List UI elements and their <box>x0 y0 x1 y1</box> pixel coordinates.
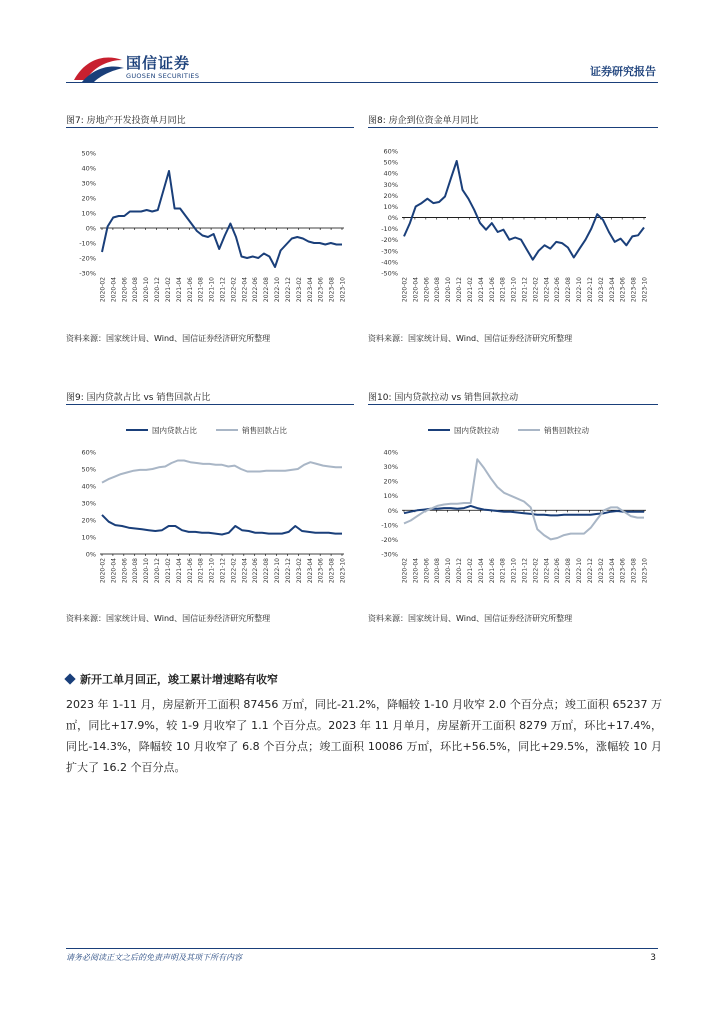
series-line-0 <box>102 515 342 535</box>
header-divider <box>66 82 658 83</box>
series-line-0 <box>404 161 644 260</box>
x-tick-label: 2023-08 <box>630 277 638 303</box>
x-tick-label: 2022-08 <box>565 558 573 584</box>
x-tick-label: 2020-04 <box>110 277 118 303</box>
x-tick-label: 2022-08 <box>263 277 271 303</box>
x-tick-label: 2020-06 <box>121 277 129 303</box>
section-paragraph: 2023 年 1-11 月，房屋新开工面积 87456 万㎡，同比-21.2%，降幅较 1-10 月收窄 2.0 个百分点；竣工面积 65237 万㎡，同比+17.9%，较 1-9 月收窄了 1.1 个百分点。2023 年 11 月单月，房屋新开工面积 8279 万㎡，环比+17.4%，同比-14.3%，降幅较 10 月收窄了 6.8 个百分点；竣工面积 10086 万㎡，环比+56.5%，同比+29.5%，涨幅较 10 月扩大了 16.2 个百分点。 <box>66 698 662 774</box>
y-tick-label: -10% <box>381 225 398 234</box>
figure-9-title: 图9: 国内贷款占比 vs 销售回款占比 <box>66 393 211 403</box>
x-tick-label: 2020-08 <box>434 277 442 303</box>
legend-label-1: 销售回款占比 <box>242 426 287 435</box>
figure-8-rule <box>368 127 658 128</box>
y-tick-label: -20% <box>381 535 398 544</box>
x-tick-label: 2022-04 <box>543 277 551 303</box>
x-tick-label: 2021-10 <box>208 277 216 303</box>
report-type-label: 证券研究报告 <box>590 65 656 78</box>
figure-7-source: 资料来源：国家统计局、Wind、国信证券经济研究所整理 <box>66 334 271 343</box>
x-tick-label: 2020-12 <box>154 558 162 584</box>
x-tick-label: 2023-04 <box>306 558 314 584</box>
figure-8-chart <box>368 145 658 320</box>
footer-divider <box>66 948 658 949</box>
x-tick-label: 2020-02 <box>401 558 409 584</box>
y-tick-label: 20% <box>383 477 398 486</box>
y-tick-label: 10% <box>383 492 398 501</box>
y-tick-label: 20% <box>383 191 398 200</box>
x-tick-label: 2023-02 <box>295 277 303 303</box>
x-tick-label: 2022-04 <box>241 558 249 584</box>
y-tick-label: 40% <box>383 448 398 457</box>
figure-7-rule <box>66 127 354 128</box>
x-tick-label: 2023-06 <box>317 558 325 584</box>
x-tick-label: 2022-08 <box>565 277 573 303</box>
series-line-1 <box>404 459 644 539</box>
x-tick-label: 2022-02 <box>532 277 540 303</box>
series-line-1 <box>102 461 342 483</box>
figure-10-chart <box>368 418 658 600</box>
x-tick-label: 2021-04 <box>477 277 485 303</box>
x-tick-label: 2021-12 <box>521 277 529 303</box>
x-tick-label: 2020-12 <box>456 558 464 584</box>
x-tick-label: 2022-06 <box>554 558 562 584</box>
x-tick-label: 2022-10 <box>576 558 584 584</box>
x-tick-label: 2022-04 <box>241 277 249 303</box>
x-tick-label: 2023-10 <box>339 558 347 584</box>
figure-7-title: 图7: 房地产开发投资单月同比 <box>66 116 186 126</box>
y-tick-label: 10% <box>383 202 398 211</box>
x-tick-label: 2021-12 <box>521 558 529 584</box>
y-tick-label: 0% <box>85 550 96 559</box>
x-tick-label: 2020-08 <box>132 277 140 303</box>
y-tick-label: -30% <box>381 550 398 559</box>
y-tick-label: 60% <box>81 448 96 457</box>
x-tick-label: 2021-08 <box>499 277 507 303</box>
x-tick-label: 2022-06 <box>252 558 260 584</box>
x-tick-label: 2022-12 <box>586 558 594 584</box>
x-tick-label: 2021-08 <box>499 558 507 584</box>
y-tick-label: -30% <box>381 247 398 256</box>
figure-9-chart <box>66 418 356 600</box>
footer-disclaimer: 请务必阅读正文之后的免责声明及其项下所有内容 <box>66 953 242 962</box>
y-tick-label: 10% <box>81 209 96 218</box>
x-tick-label: 2020-08 <box>132 558 140 584</box>
x-tick-label: 2022-06 <box>554 277 562 303</box>
x-tick-label: 2021-06 <box>488 558 496 584</box>
y-tick-label: 40% <box>81 482 96 491</box>
section-heading <box>66 671 278 687</box>
x-tick-label: 2022-02 <box>230 558 238 584</box>
figure-8-source: 资料来源：国家统计局、Wind、国信证券经济研究所整理 <box>368 334 573 343</box>
y-tick-label: 30% <box>383 463 398 472</box>
x-tick-label: 2020-04 <box>412 558 420 584</box>
logo-english-name: GUOSEN SECURITIES <box>126 72 200 80</box>
x-tick-label: 2020-10 <box>143 277 151 303</box>
x-tick-label: 2022-02 <box>532 558 540 584</box>
x-tick-label: 2021-02 <box>164 558 172 584</box>
x-tick-label: 2021-08 <box>197 277 205 303</box>
x-tick-label: 2020-12 <box>154 277 162 303</box>
x-tick-label: 2021-10 <box>208 558 216 584</box>
y-tick-label: 10% <box>81 533 96 542</box>
figure-7-chart <box>66 145 356 320</box>
legend-label-0: 国内贷款占比 <box>152 426 197 435</box>
y-tick-label: 0% <box>387 506 398 515</box>
x-tick-label: 2020-04 <box>412 277 420 303</box>
x-tick-label: 2021-10 <box>510 277 518 303</box>
x-tick-label: 2021-04 <box>175 277 183 303</box>
x-tick-label: 2022-10 <box>576 277 584 303</box>
x-tick-label: 2023-06 <box>619 558 627 584</box>
x-tick-label: 2020-08 <box>434 558 442 584</box>
x-tick-label: 2020-02 <box>99 558 107 584</box>
legend-label-1: 销售回款拉动 <box>544 426 589 435</box>
x-tick-label: 2023-06 <box>619 277 627 303</box>
page-number: 3 <box>650 953 656 963</box>
y-tick-label: -50% <box>381 269 398 278</box>
y-tick-label: 20% <box>81 516 96 525</box>
x-tick-label: 2020-06 <box>423 277 431 303</box>
x-tick-label: 2023-10 <box>641 277 649 303</box>
figure-10-title: 图10: 国内贷款拉动 vs 销售回款拉动 <box>368 393 519 403</box>
y-tick-label: -20% <box>79 254 96 263</box>
y-tick-label: 50% <box>81 465 96 474</box>
y-tick-label: -30% <box>79 269 96 278</box>
legend-label-0: 国内贷款拉动 <box>454 426 499 435</box>
section-heading-text: 新开工单月回正，竣工累计增速略有收窄 <box>80 673 278 686</box>
figure-8-title: 图8: 房企到位资金单月同比 <box>368 116 479 126</box>
x-tick-label: 2021-08 <box>197 558 205 584</box>
y-tick-label: -10% <box>79 239 96 248</box>
x-tick-label: 2023-04 <box>608 277 616 303</box>
x-tick-label: 2021-06 <box>186 277 194 303</box>
x-tick-label: 2023-08 <box>328 558 336 584</box>
x-tick-label: 2022-12 <box>284 277 292 303</box>
figure-9-source: 资料来源：国家统计局、Wind、国信证券经济研究所整理 <box>66 614 271 623</box>
y-tick-label: 20% <box>81 194 96 203</box>
x-tick-label: 2021-10 <box>510 558 518 584</box>
x-tick-label: 2022-10 <box>274 277 282 303</box>
x-tick-label: 2021-02 <box>466 277 474 303</box>
y-tick-label: 30% <box>81 179 96 188</box>
x-tick-label: 2023-10 <box>339 277 347 303</box>
y-tick-label: -20% <box>381 236 398 245</box>
x-tick-label: 2021-02 <box>164 277 172 303</box>
x-tick-label: 2023-04 <box>306 277 314 303</box>
x-tick-label: 2022-12 <box>284 558 292 584</box>
x-tick-label: 2021-02 <box>466 558 474 584</box>
x-tick-label: 2022-10 <box>274 558 282 584</box>
x-tick-label: 2023-08 <box>630 558 638 584</box>
y-tick-label: 0% <box>85 224 96 233</box>
x-tick-label: 2020-10 <box>143 558 151 584</box>
x-tick-label: 2020-06 <box>121 558 129 584</box>
x-tick-label: 2021-04 <box>477 558 485 584</box>
x-tick-label: 2021-04 <box>175 558 183 584</box>
x-tick-label: 2022-06 <box>252 277 260 303</box>
logo-chinese-name: 国信证券 <box>126 54 191 72</box>
x-tick-label: 2023-10 <box>641 558 649 584</box>
y-tick-label: 50% <box>383 158 398 167</box>
x-tick-label: 2022-12 <box>586 277 594 303</box>
y-tick-label: 30% <box>383 180 398 189</box>
x-tick-label: 2020-02 <box>401 277 409 303</box>
x-tick-label: 2020-02 <box>99 277 107 303</box>
x-tick-label: 2020-10 <box>445 558 453 584</box>
figure-10-rule <box>368 404 658 405</box>
x-tick-label: 2020-06 <box>423 558 431 584</box>
x-tick-label: 2023-02 <box>597 277 605 303</box>
x-tick-label: 2020-10 <box>445 277 453 303</box>
x-tick-label: 2021-06 <box>186 558 194 584</box>
y-tick-label: 40% <box>81 164 96 173</box>
x-tick-label: 2023-06 <box>317 277 325 303</box>
x-tick-label: 2021-12 <box>219 558 227 584</box>
x-tick-label: 2021-06 <box>488 277 496 303</box>
diamond-bullet-icon <box>64 673 75 684</box>
x-tick-label: 2020-04 <box>110 558 118 584</box>
x-tick-label: 2023-08 <box>328 277 336 303</box>
figure-9-rule <box>66 404 354 405</box>
series-line-0 <box>102 171 342 267</box>
x-tick-label: 2022-04 <box>543 558 551 584</box>
y-tick-label: -10% <box>381 521 398 530</box>
y-tick-label: 50% <box>81 149 96 158</box>
x-tick-label: 2023-02 <box>295 558 303 584</box>
y-tick-label: 30% <box>81 499 96 508</box>
y-tick-label: -40% <box>381 258 398 267</box>
figure-10-source: 资料来源：国家统计局、Wind、国信证券经济研究所整理 <box>368 614 573 623</box>
x-tick-label: 2022-02 <box>230 277 238 303</box>
x-tick-label: 2023-04 <box>608 558 616 584</box>
x-tick-label: 2020-12 <box>456 277 464 303</box>
y-tick-label: 0% <box>387 214 398 223</box>
x-tick-label: 2022-08 <box>263 558 271 584</box>
x-tick-label: 2021-12 <box>219 277 227 303</box>
x-tick-label: 2023-02 <box>597 558 605 584</box>
y-tick-label: 40% <box>383 169 398 178</box>
y-tick-label: 60% <box>383 147 398 156</box>
